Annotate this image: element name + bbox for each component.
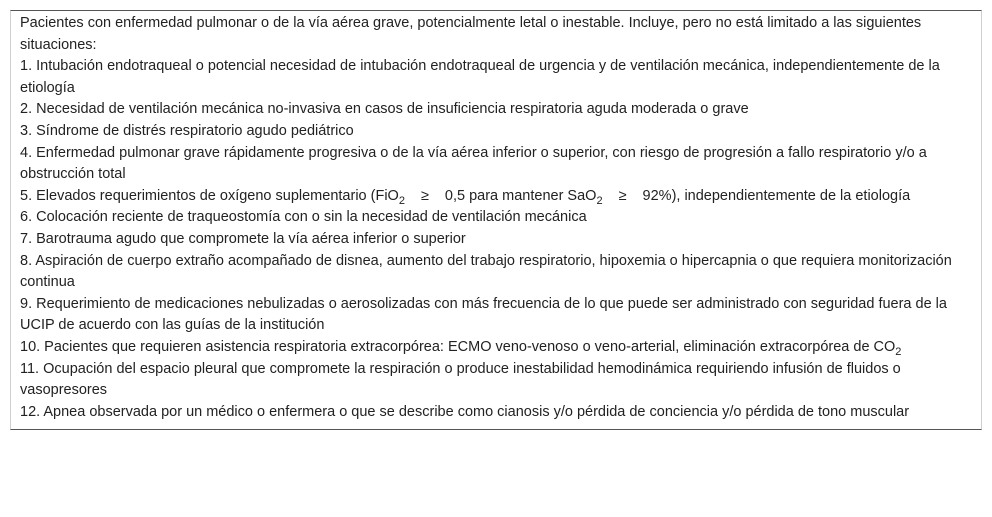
list-item: 11. Ocupación del espacio pleural que compromete la respiración o produce inestabilidad hemodinámica requiriendo infusión de fluidos o vasopresores — [20, 360, 901, 399]
list-item: 6. Colocación reciente de traqueostomía con o sin la necesidad de ventilación mecánica — [20, 209, 587, 226]
list-item: 1. Intubación endotraqueal o potencial necesidad de intubación endotraqueal de urgencia y de ventilación mecánica, independientemente de la etiología — [20, 58, 940, 96]
intro-text: Pacientes con enfermedad pulmonar o de la vía aérea grave, potencialmente letal o inestable. Incluye, pero no está limitado a las siguientes situaciones: — [20, 15, 922, 53]
criteria-table — [10, 10, 982, 430]
ge-symbol: ≥ — [618, 187, 627, 204]
list-item: 3. Síndrome de distrés respiratorio agudo pediátrico — [20, 122, 354, 139]
ge-symbol: ≥ — [420, 187, 429, 204]
item10-text: 10. Pacientes que requieren asistencia respiratoria extracorpórea: ECMO veno-venoso o veno-arterial, eliminación extracorpórea de CO — [20, 338, 896, 355]
co2-subscript: 2 — [895, 345, 902, 358]
list-item: 2. Necesidad de ventilación mecánica no-invasiva en casos de insuficiencia respiratoria aguda moderada o grave — [20, 101, 749, 118]
fio2-subscript: 2 — [398, 194, 405, 207]
list-item-10 — [20, 337, 971, 359]
sao2-subscript: 2 — [596, 194, 603, 207]
list-item-5 — [20, 186, 971, 208]
list-item: 7. Barotrauma agudo que compromete la vía aérea inferior o superior — [20, 230, 466, 247]
list-item: 8. Aspiración de cuerpo extraño acompañado de disnea, aumento del trabajo respiratorio, hipoxemia o hipercapnia o que requiera monitorización continua — [20, 252, 952, 291]
list-item: 4. Enfermedad pulmonar grave rápidamente progresiva o de la vía aérea inferior o superior, con riesgo de progresión a fallo respiratorio y/o a obstrucción total — [20, 144, 927, 183]
item5-suffix: 92%), independientemente de la etiología — [642, 187, 911, 204]
item5-prefix: 5. Elevados requerimientos de oxígeno suplementario (FiO — [20, 187, 399, 204]
criteria-cell — [11, 11, 981, 429]
list-item: 12. Apnea observada por un médico o enfermera o que se describe como cianosis y/o pérdida de conciencia y/o pérdida de tono muscular — [20, 403, 910, 420]
list-item: 9. Requerimiento de medicaciones nebulizadas o aerosolizadas con más frecuencia de lo que puede ser administrado con seguridad fuera de la UCIP de acuerdo con las guías de la institución — [20, 295, 947, 334]
item5-middle: 0,5 para mantener SaO — [444, 187, 597, 204]
